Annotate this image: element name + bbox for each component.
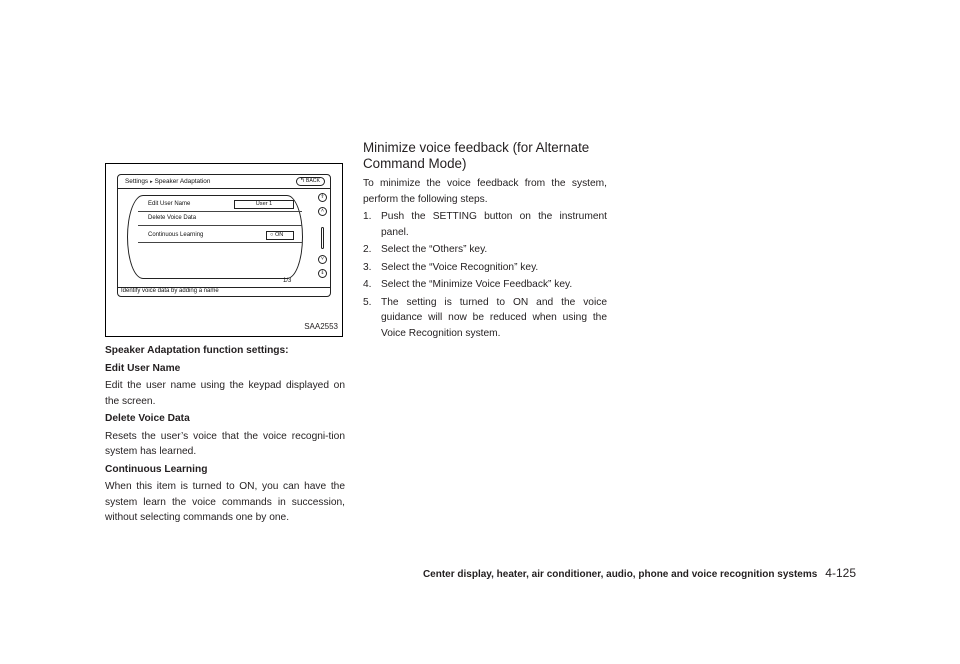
menu-item-label: Edit User Name bbox=[148, 201, 191, 207]
step-text: Select the “Minimize Voice Feedback” key. bbox=[381, 279, 573, 290]
scroll-up-icon[interactable]: ˄ bbox=[318, 207, 327, 216]
item-title-continuous-learning: Continuous Learning bbox=[105, 463, 208, 475]
step-item bbox=[363, 277, 607, 293]
step-item bbox=[363, 295, 607, 342]
item-title-delete-voice-data: Delete Voice Data bbox=[105, 413, 190, 424]
row-divider bbox=[138, 242, 302, 243]
header-divider bbox=[118, 188, 330, 189]
page-number: 4-125 bbox=[825, 566, 856, 580]
breadcrumb-root: Settings bbox=[125, 178, 149, 185]
breadcrumb-arrow-icon: ▸ bbox=[150, 179, 153, 185]
speaker-adaptation-figure bbox=[105, 163, 343, 337]
step-number: 4. bbox=[363, 279, 372, 290]
indicator-light-icon: ○ bbox=[270, 232, 274, 238]
page-down-icon[interactable]: ⇓ bbox=[318, 269, 327, 278]
figure-code: SAA2553 bbox=[304, 322, 338, 331]
display-screen bbox=[117, 174, 331, 297]
page-footer bbox=[372, 566, 856, 580]
step-text: Select the “Others” key. bbox=[381, 244, 488, 255]
step-text: Push the SETTING button on the instrument panel. bbox=[381, 211, 607, 238]
back-button[interactable] bbox=[296, 177, 325, 186]
scroll-down-icon[interactable]: ˅ bbox=[318, 255, 327, 264]
step-number: 2. bbox=[363, 244, 372, 255]
step-number: 1. bbox=[363, 211, 372, 222]
menu-item-label: Continuous Learning bbox=[148, 232, 204, 238]
step-item bbox=[363, 260, 607, 276]
row-divider bbox=[138, 225, 302, 226]
step-item bbox=[363, 242, 607, 258]
menu-item-continuous-learning[interactable] bbox=[148, 229, 308, 242]
step-item bbox=[363, 209, 607, 240]
breadcrumb-page: Speaker Adaptation bbox=[154, 178, 211, 185]
step-text: The setting is turned to ON and the voice guidance will now be reduced when using the Voice Recognition system. bbox=[381, 296, 607, 339]
status-message: Identify voice data by adding a name bbox=[121, 288, 219, 294]
menu-item-label: Delete Voice Data bbox=[148, 215, 197, 221]
on-label: ON bbox=[274, 232, 284, 238]
item-title-edit-user-name: Edit User Name bbox=[105, 362, 181, 374]
page-indicator: 1/3 bbox=[283, 278, 292, 284]
page-up-icon[interactable]: ⇑ bbox=[318, 193, 327, 202]
back-label: BACK bbox=[305, 178, 320, 184]
step-number: 3. bbox=[363, 261, 372, 273]
item-text-edit-user-name: Edit the user name using the keypad displayed on the screen. bbox=[105, 380, 345, 407]
right-column bbox=[363, 140, 607, 341]
scroll-bar[interactable] bbox=[321, 227, 324, 249]
menu-item-edit-user-name[interactable] bbox=[148, 198, 308, 211]
user-name-value: User 1 bbox=[234, 200, 294, 209]
section-heading: Speaker Adaptation function settings: bbox=[105, 345, 289, 356]
step-text: Select the “Voice Recognition” key. bbox=[381, 261, 539, 273]
step-number: 5. bbox=[363, 296, 372, 308]
menu-item-delete-voice-data[interactable] bbox=[148, 212, 308, 225]
left-column bbox=[105, 343, 345, 526]
on-toggle[interactable] bbox=[266, 231, 294, 240]
breadcrumb bbox=[125, 178, 210, 185]
item-text-continuous-learning: When this item is turned to ON, you can have the system learn the voice commands in succession, without selecting commands one by one. bbox=[105, 481, 345, 523]
section-title: Minimize voice feedback (for Alternate Command Mode) bbox=[363, 140, 590, 171]
item-text-delete-voice-data: Resets the user’s voice that the voice recogni-tion system has learned. bbox=[105, 430, 345, 457]
intro-text: To minimize the voice feedback from the system, perform the following steps. bbox=[363, 178, 607, 205]
chapter-title: Center display, heater, air conditioner, audio, phone and voice recognition systems bbox=[422, 569, 818, 580]
return-arrow-icon: ↰ bbox=[299, 178, 305, 184]
